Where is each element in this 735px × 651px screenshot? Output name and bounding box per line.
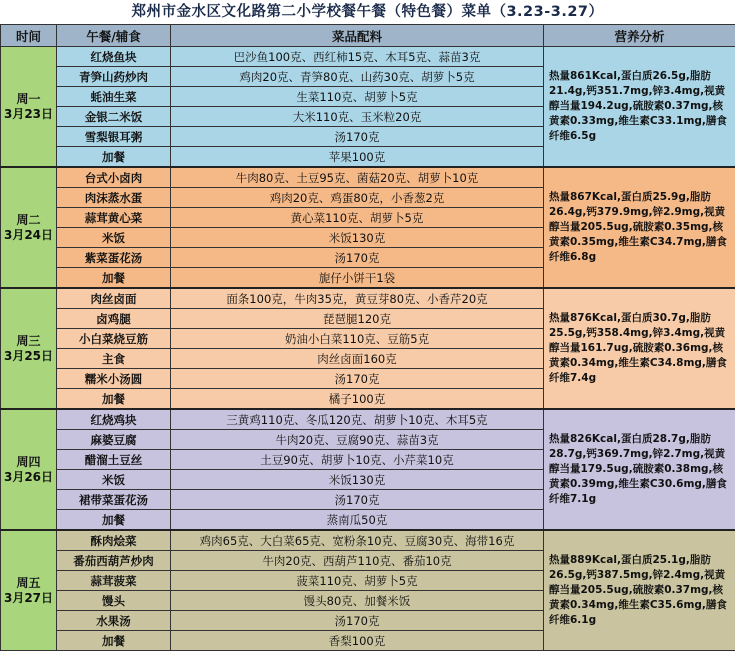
dish-name: 蒜茸黄心菜	[57, 208, 171, 228]
header-row	[1, 25, 735, 47]
dish-ingredients: 汤170克	[171, 611, 544, 631]
dish-name: 水果汤	[57, 611, 171, 631]
day-name: 周三	[1, 334, 56, 349]
header-meal: 午餐/辅食	[57, 25, 171, 47]
day-date: 3月24日	[1, 228, 56, 243]
dish-name: 糯米小汤圆	[57, 369, 171, 389]
dish-name: 蚝油生菜	[57, 87, 171, 107]
dish-name: 加餐	[57, 631, 171, 651]
dish-ingredients: 鸡肉65克、大白菜65克、宽粉条10克、豆腐30克、海带16克	[171, 530, 544, 551]
dish-ingredients: 橘子100克	[171, 389, 544, 410]
dish-name: 米饭	[57, 470, 171, 490]
dish-ingredients: 黄心菜110克、胡萝卜5克	[171, 208, 544, 228]
dish-name: 馒头	[57, 591, 171, 611]
dish-name: 雪梨银耳粥	[57, 127, 171, 147]
header-ingredients: 菜品配料	[171, 25, 544, 47]
dish-name: 酥肉烩菜	[57, 530, 171, 551]
dish-name: 紫菜蛋花汤	[57, 248, 171, 268]
menu-row	[1, 167, 735, 188]
dish-name: 卤鸡腿	[57, 309, 171, 329]
dish-name: 肉沫蒸水蛋	[57, 188, 171, 208]
day-cell	[1, 409, 57, 530]
dish-ingredients: 旎仔小饼干1袋	[171, 268, 544, 289]
dish-name: 加餐	[57, 389, 171, 410]
dish-ingredients: 苹果100克	[171, 147, 544, 168]
dish-name: 番茄西葫芦炒肉	[57, 551, 171, 571]
dish-ingredients: 面条100克，牛肉35克，黄豆芽80克、小香芹20克	[171, 288, 544, 309]
day-date: 3月27日	[1, 591, 56, 606]
dish-name: 加餐	[57, 268, 171, 289]
dish-ingredients: 汤170克	[171, 369, 544, 389]
day-name: 周二	[1, 213, 56, 228]
dish-name: 加餐	[57, 510, 171, 531]
dish-ingredients: 土豆90克、胡萝卜10克、小芹菜10克	[171, 450, 544, 470]
dish-ingredients: 汤170克	[171, 490, 544, 510]
dish-ingredients: 蒸南瓜50克	[171, 510, 544, 531]
dish-ingredients: 米饭130克	[171, 228, 544, 248]
dish-ingredients: 牛肉20克、豆腐90克、蒜苗3克	[171, 430, 544, 450]
menu-row	[1, 530, 735, 551]
header-nutrition: 营养分析	[544, 25, 735, 47]
dish-name: 肉丝卤面	[57, 288, 171, 309]
day-name: 周四	[1, 455, 56, 470]
day-date: 3月26日	[1, 470, 56, 485]
dish-name: 青笋山药炒肉	[57, 67, 171, 87]
dish-ingredients: 米饭130克	[171, 470, 544, 490]
day-cell	[1, 47, 57, 168]
dish-name: 金银二米饭	[57, 107, 171, 127]
dish-name: 红烧鸡块	[57, 409, 171, 430]
menu-row	[1, 47, 735, 67]
page-title: 郑州市金水区文化路第二小学校餐午餐（特色餐）菜单（3.23-3.27）	[0, 0, 735, 24]
day-cell	[1, 530, 57, 651]
day-name: 周五	[1, 576, 56, 591]
dish-ingredients: 鸡肉20克、青笋80克、山药30克、胡萝卜5克	[171, 67, 544, 87]
dish-name: 醋溜土豆丝	[57, 450, 171, 470]
nutrition-analysis: 热量867Kcal,蛋白质25.9g,脂肪26.4g,钙379.9mg,锌2.9mg,视黄醇当量205.5ug,硫胺素0.35mg,核黄素0.35mg,维生素C34.7mg,膳食纤维6.8g	[544, 167, 735, 288]
day-date: 3月23日	[1, 107, 56, 122]
dish-ingredients: 汤170克	[171, 248, 544, 268]
dish-ingredients: 菠菜110克、胡萝卜5克	[171, 571, 544, 591]
dish-ingredients: 香梨100克	[171, 631, 544, 651]
dish-name: 裙带菜蛋花汤	[57, 490, 171, 510]
day-cell	[1, 288, 57, 409]
dish-name: 台式小卤肉	[57, 167, 171, 188]
dish-name: 麻婆豆腐	[57, 430, 171, 450]
nutrition-analysis: 热量876Kcal,蛋白质30.7g,脂肪25.5g,钙358.4mg,锌3.4mg,视黄醇当量161.7ug,硫胺素0.36mg,核黄素0.34mg,维生素C34.8mg,膳食纤维7.4g	[544, 288, 735, 409]
dish-ingredients: 肉丝卤面160克	[171, 349, 544, 369]
dish-name: 小白菜烧豆筋	[57, 329, 171, 349]
dish-name: 红烧鱼块	[57, 47, 171, 67]
menu-row	[1, 409, 735, 430]
menu-row	[1, 288, 735, 309]
dish-name: 米饭	[57, 228, 171, 248]
dish-ingredients: 牛肉80克、土豆95克、菌菇20克、胡萝卜10克	[171, 167, 544, 188]
header-time: 时间	[1, 25, 57, 47]
nutrition-analysis: 热量861Kcal,蛋白质26.5g,脂肪21.4g,钙351.7mg,锌3.4mg,视黄醇当量194.2ug,硫胺素0.37mg,核黄素0.33mg,维生素C33.1mg,膳食纤维6.5g	[544, 47, 735, 168]
dish-ingredients: 生菜110克、胡萝卜5克	[171, 87, 544, 107]
dish-name: 主食	[57, 349, 171, 369]
dish-ingredients: 三黄鸡110克、冬瓜120克、胡萝卜10克、木耳5克	[171, 409, 544, 430]
dish-name: 蒜茸菠菜	[57, 571, 171, 591]
day-name: 周一	[1, 92, 56, 107]
menu-body	[1, 47, 735, 651]
day-cell	[1, 167, 57, 288]
dish-ingredients: 鸡肉20克、鸡蛋80克，小香葱2克	[171, 188, 544, 208]
dish-ingredients: 琵琶腿120克	[171, 309, 544, 329]
dish-ingredients: 汤170克	[171, 127, 544, 147]
menu-table	[0, 24, 735, 651]
dish-ingredients: 奶油小白菜110克、豆筋5克	[171, 329, 544, 349]
nutrition-analysis: 热量826Kcal,蛋白质28.7g,脂肪28.7g,钙369.7mg,锌2.7mg,视黄醇当量179.5ug,硫胺素0.38mg,核黄素0.39mg,维生素C30.6mg,膳食纤维7.1g	[544, 409, 735, 530]
dish-name: 加餐	[57, 147, 171, 168]
dish-ingredients: 牛肉20克、西葫芦110克、番茄10克	[171, 551, 544, 571]
dish-ingredients: 巴沙鱼100克、西红柿15克、木耳5克、蒜苗3克	[171, 47, 544, 67]
nutrition-analysis: 热量889Kcal,蛋白质25.1g,脂肪26.5g,钙387.5mg,锌2.4mg,视黄醇当量205.5ug,硫胺素0.37mg,核黄素0.34mg,维生素C35.6mg,膳食纤维6.1g	[544, 530, 735, 651]
dish-ingredients: 大米110克、玉米粒20克	[171, 107, 544, 127]
day-date: 3月25日	[1, 349, 56, 364]
dish-ingredients: 馒头80克、加餐米饭	[171, 591, 544, 611]
